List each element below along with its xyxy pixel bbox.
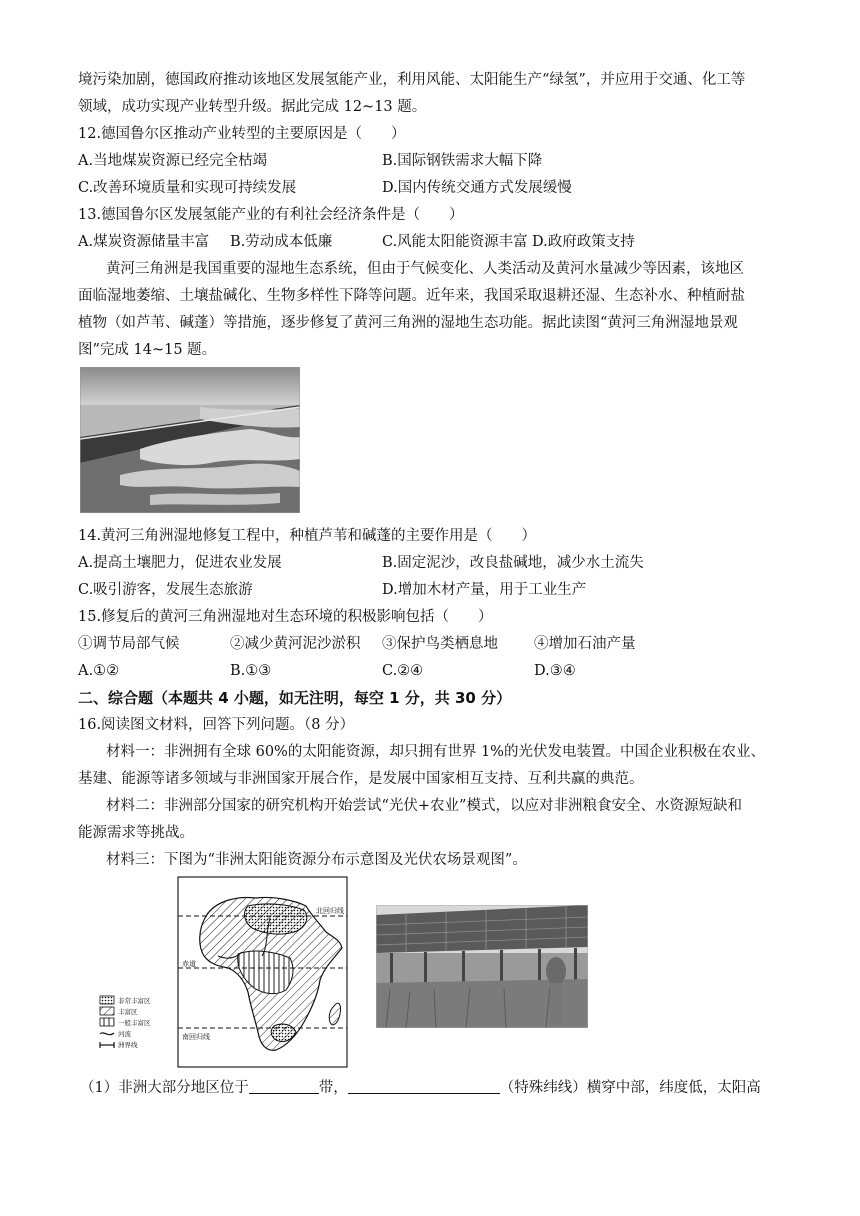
q14-option-c: C.吸引游客，发展生态旅游 [78, 582, 253, 598]
q14-option-a: A.提高土壤肥力，促进农业发展 [78, 555, 282, 571]
q15-item-1: ①调节局部气候 [78, 636, 180, 652]
q15-item-3: ③保护鸟类栖息地 [382, 636, 498, 652]
q12-option-b: B.国际钢铁需求大幅下降 [382, 153, 543, 169]
q12-option-a: A.当地煤炭资源已经完全枯竭 [78, 153, 268, 169]
q16-part1-text-c: （特殊纬线）横穿中部，纬度低，太阳高 [499, 1080, 761, 1096]
material-2-line-2: 能源需求等挑战。 [78, 825, 194, 841]
q13-stem: 13.德国鲁尔区发展氢能产业的有利社会经济条件是（ ） [78, 207, 464, 223]
wetland-photo [80, 367, 300, 513]
q13-option-d: D.政府政策支持 [532, 234, 635, 250]
passage2-line-3: 植物（如芦苇、碱蓬）等措施，逐步修复了黄河三角洲的湿地生态功能。据此读图“黄河三角洲湿地景观 [78, 315, 738, 331]
legend-rich: 丰富区 [118, 1008, 138, 1016]
section-title: 二、综合题（本题共 4 小题，如无注明，每空 1 分，共 30 分） [78, 689, 512, 707]
q15-option-d: D.③④ [534, 663, 576, 679]
q14-option-d: D.增加木材产量，用于工业生产 [382, 582, 587, 598]
q12-stem: 12.德国鲁尔区推动产业转型的主要原因是（ ） [78, 126, 406, 142]
q15-item-4: ④增加石油产量 [534, 636, 636, 652]
q15-option-a: A.①② [78, 663, 120, 679]
passage2-line-2: 面临湿地萎缩、土壤盐碱化、生物多样性下降等问题。近年来，我国采取退耕还湿、生态补水、种植耐盐 [78, 288, 745, 304]
q14-option-b: B.固定泥沙，改良盐碱地，减少水土流失 [382, 555, 644, 571]
q15-option-c: C.②④ [382, 663, 424, 679]
q12-option-d: D.国内传统交通方式发展缓慢 [382, 180, 572, 196]
q15-item-2: ②减少黄河泥沙淤积 [230, 636, 361, 652]
material-1-line-1: 材料一：非洲拥有全球 60%的太阳能资源，却只拥有世界 1%的光伏发电装置。中国企业积极在农业、 [106, 744, 765, 760]
q16-part1-text-a: （1）非洲大部分地区位于 [80, 1080, 249, 1096]
material-2-line-1: 材料二：非洲部分国家的研究机构开始尝试“光伏+农业”模式，以应对非洲粮食安全、水资源短缺和 [106, 798, 742, 814]
q15-option-b: B.①③ [230, 663, 272, 679]
answer-blank-latitude[interactable] [348, 1078, 500, 1094]
material-1-line-2: 基建、能源等诸多领域与非洲国家开展合作，是发展中国家相互支持、互利共赢的典范。 [78, 771, 644, 787]
q13-option-b: B.劳动成本低廉 [230, 234, 333, 250]
passage2-line-1: 黄河三角洲是我国重要的湿地生态系统，但由于气候变化、人类活动及黄河水量减少等因素，该地区 [106, 261, 744, 277]
legend-very-rich: 非常丰富区 [118, 997, 151, 1005]
q16-stem: 16.阅读图文材料，回答下列问题。（8 分） [78, 717, 355, 733]
map-legend [118, 996, 151, 1051]
answer-blank-zone[interactable] [249, 1078, 319, 1094]
passage2-line-4: 图”完成 14~15 题。 [78, 342, 217, 358]
solar-farm-photo [376, 905, 588, 1028]
tropic-of-capricorn-label: 南回归线 [182, 1033, 210, 1041]
tropic-of-cancer-label: 北回归线 [316, 907, 344, 915]
q13-option-c: C.风能太阳能资源丰富 [382, 234, 528, 250]
q12-option-c: C.改善环境质量和实现可持续发展 [78, 180, 297, 196]
legend-boundary: 洲界线 [118, 1041, 138, 1049]
q16-part1 [80, 1078, 761, 1098]
q13-option-a: A.煤炭资源储量丰富 [78, 234, 210, 250]
material-3: 材料三：下图为“非洲太阳能资源分布示意图及光伏农场景观图”。 [106, 852, 527, 868]
equator-label: 赤道 [182, 960, 196, 968]
intro-line-2: 领域，成功实现产业转型升级。据此完成 12~13 题。 [78, 99, 427, 115]
q15-stem: 15.修复后的黄河三角洲湿地对生态环境的积极影响包括（ ） [78, 609, 493, 625]
q14-stem: 14.黄河三角洲湿地修复工程中，种植芦苇和碱蓬的主要作用是（ ） [78, 528, 537, 544]
q16-part1-text-b: 带， [318, 1080, 348, 1096]
legend-general: 一般丰富区 [118, 1019, 151, 1027]
legend-river: 河流 [118, 1030, 131, 1038]
intro-line-1: 境污染加剧，德国政府推动该地区发展氢能产业，利用风能、太阳能生产“绿氢”，并应用于交通、化工等 [78, 72, 746, 88]
africa-solar-map [98, 876, 348, 1068]
